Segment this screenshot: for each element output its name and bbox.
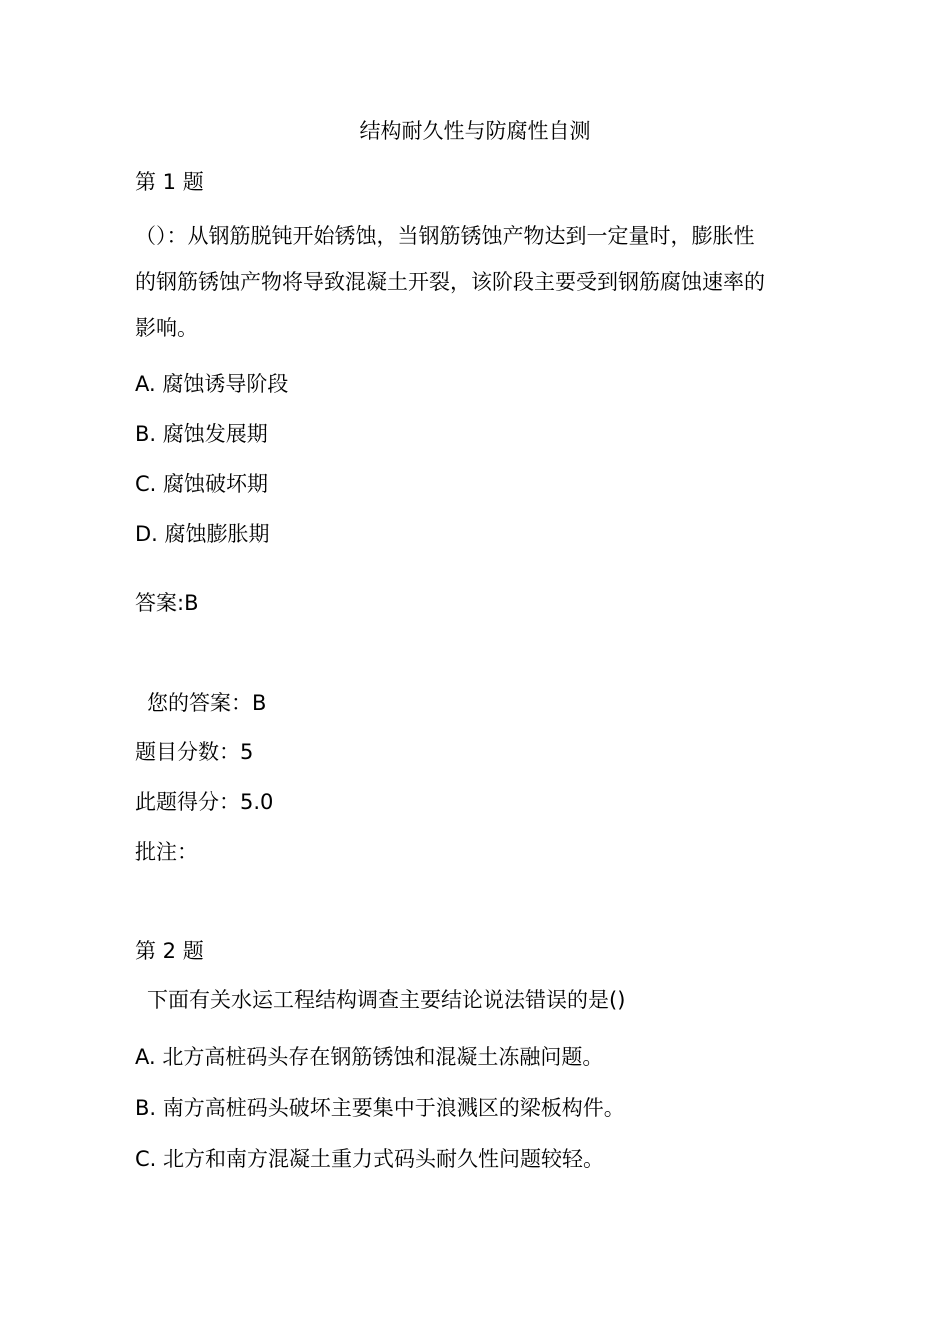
question-1-points: 题目分数：5 (135, 740, 254, 764)
question-1-stem-line: 的钢筋锈蚀产物将导致混凝土开裂，该阶段主要受到钢筋腐蚀速率的 (135, 270, 765, 294)
question-1-option-c: C. 腐蚀破坏期 (135, 472, 269, 496)
question-2-option-a: A. 北方高桩码头存在钢筋锈蚀和混凝土冻融问题。 (135, 1045, 604, 1069)
question-1-option-d: D. 腐蚀膨胀期 (135, 522, 270, 546)
question-1-answer: 答案:B (135, 591, 199, 615)
question-1-comment: 批注： (135, 840, 198, 864)
question-2-option-b: B. 南方高桩码头破坏主要集中于浪溅区的梁板构件。 (135, 1096, 625, 1120)
question-2-stem: 下面有关水运工程结构调查主要结论说法错误的是() (147, 988, 626, 1012)
question-2-heading: 第 2 题 (135, 939, 204, 963)
question-2-option-c: C. 北方和南方混凝土重力式码头耐久性问题较轻。 (135, 1147, 605, 1171)
question-1-stem-line: （）：从钢筋脱钝开始锈蚀，当钢筋锈蚀产物达到一定量时，膨胀性 (135, 224, 755, 248)
question-1-option-a: A. 腐蚀诱导阶段 (135, 372, 289, 396)
question-1-score: 此题得分：5.0 (135, 790, 274, 814)
question-1-stem-line: 影响。 (135, 316, 198, 340)
question-1-your-answer: 您的答案：B (147, 691, 267, 715)
question-1-heading: 第 1 题 (135, 170, 204, 194)
question-1-stem (135, 213, 825, 351)
document-title: 结构耐久性与防腐性自测 (359, 119, 591, 143)
question-1-option-b: B. 腐蚀发展期 (135, 422, 268, 446)
